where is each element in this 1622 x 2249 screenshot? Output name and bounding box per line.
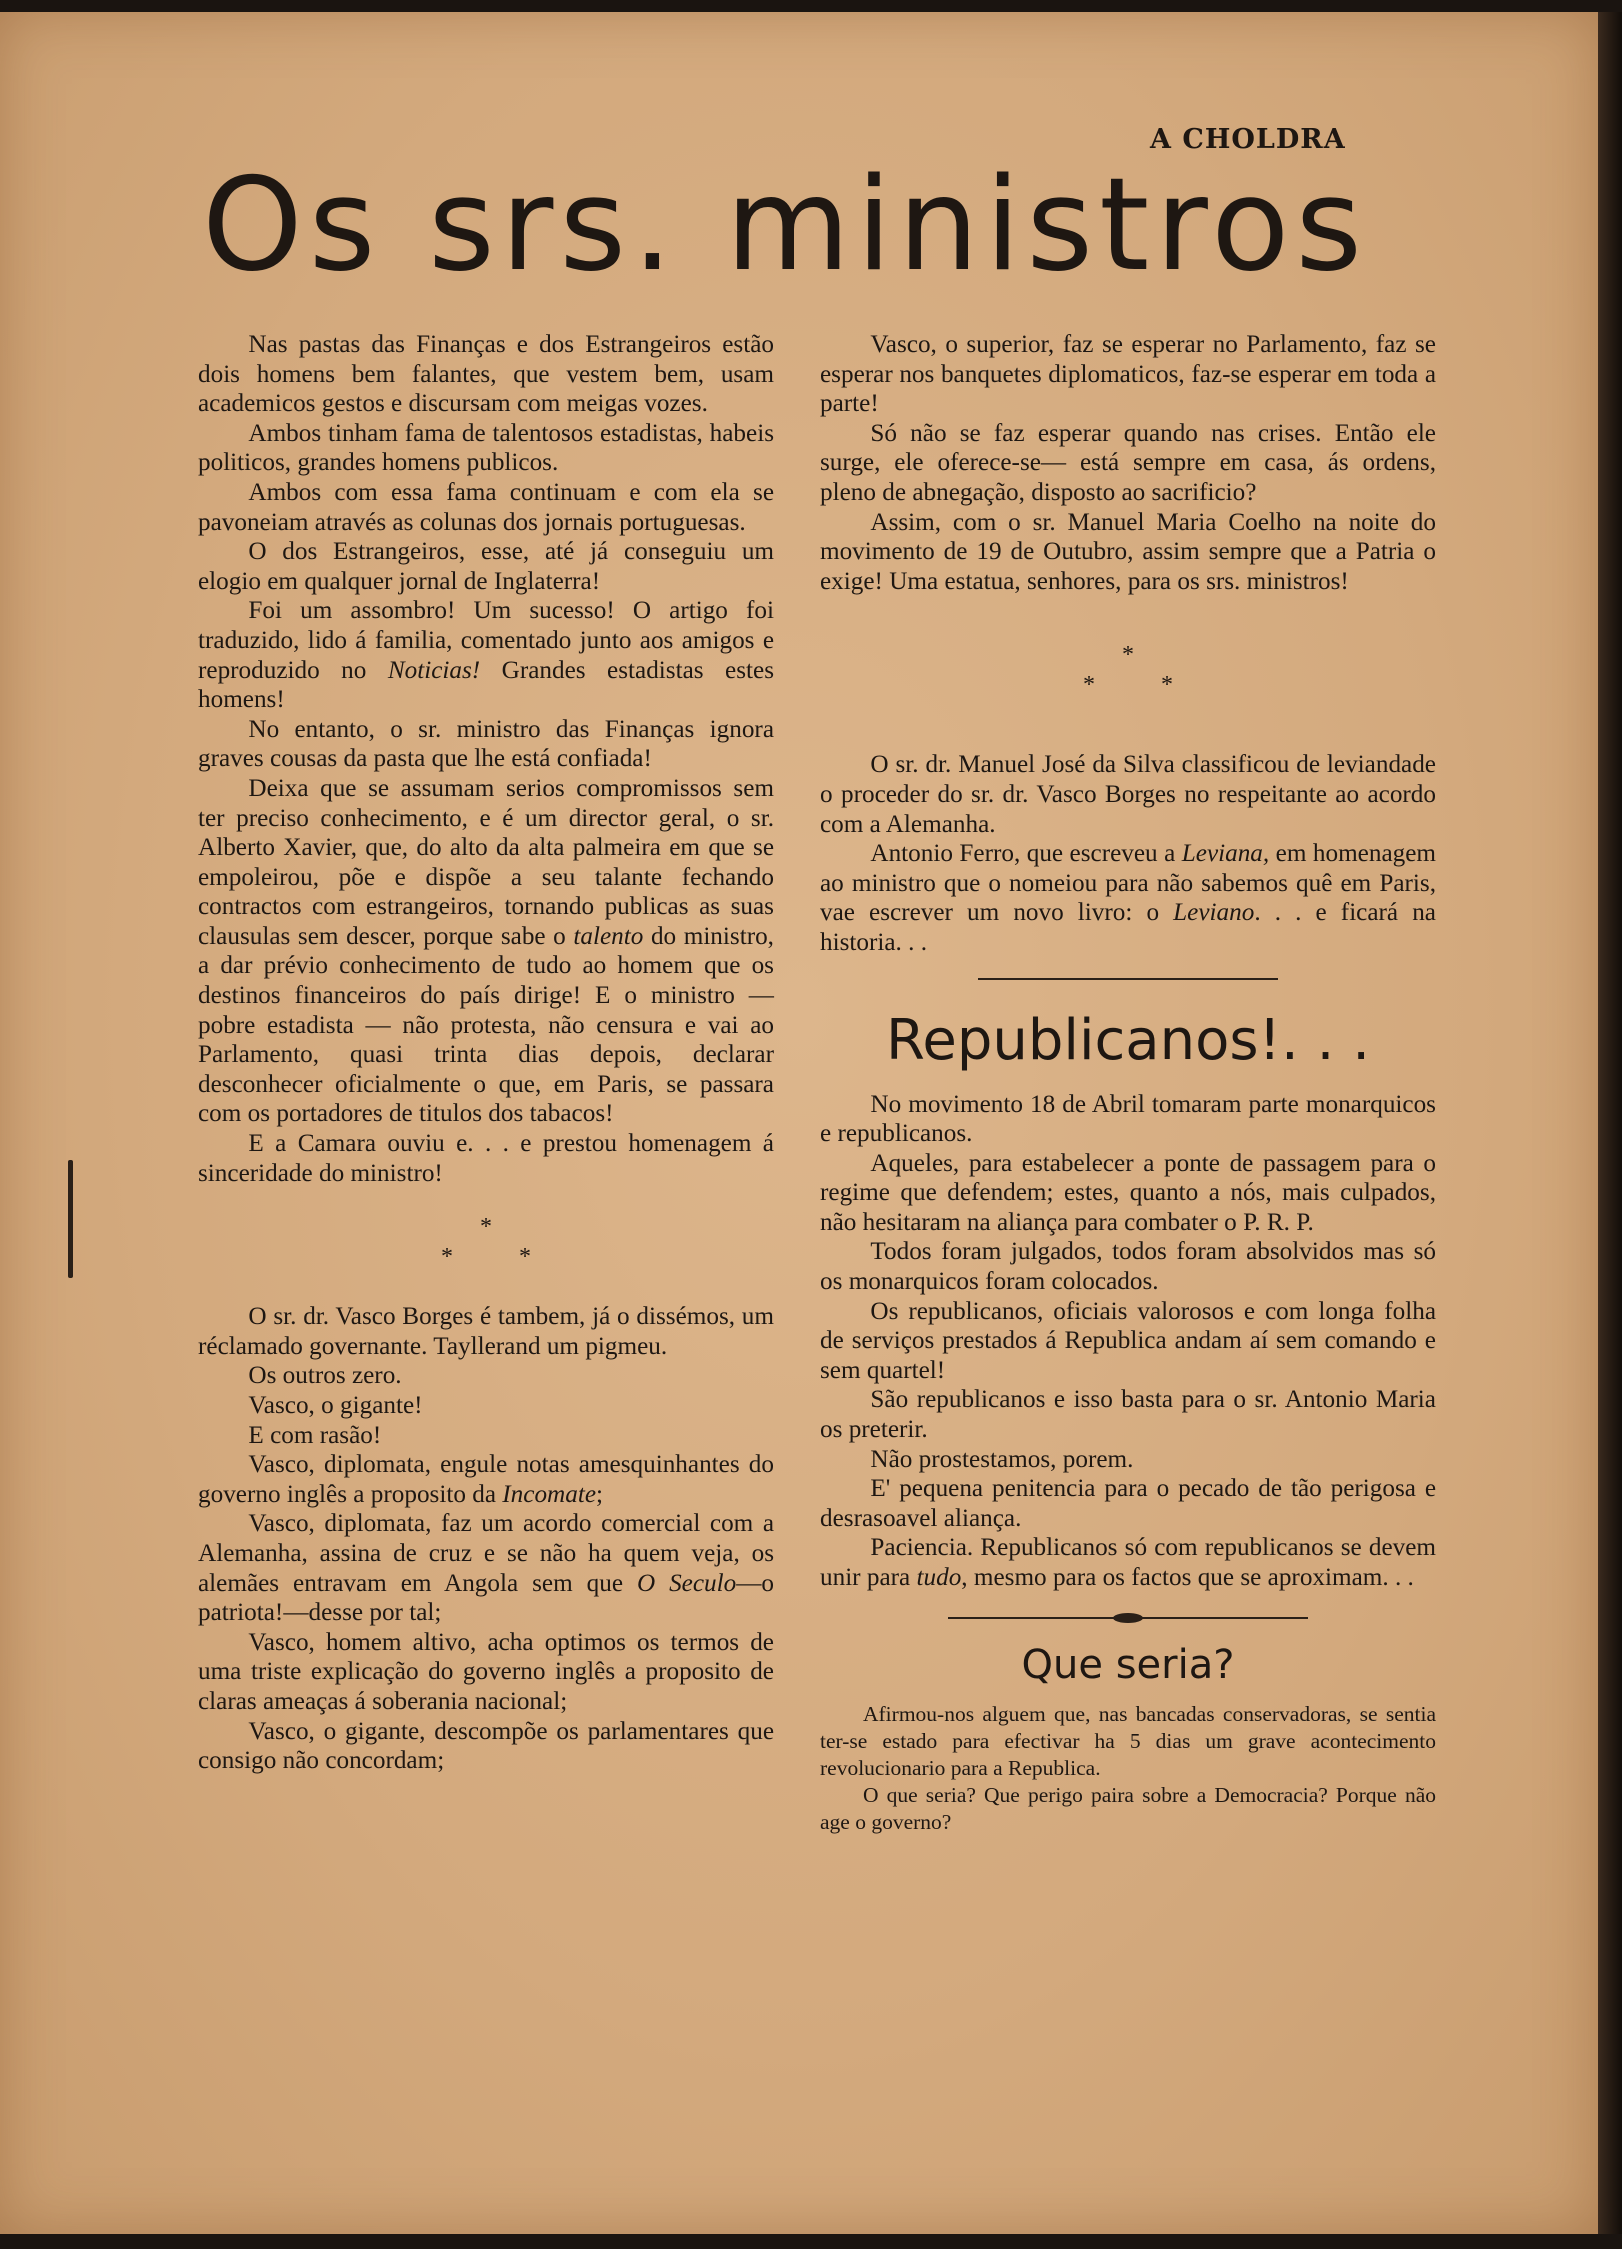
text-run: ; <box>596 1480 604 1508</box>
paragraph: Os republicanos, oficiais valorosos e com longa folha de serviços prestados á Republica andam aí sem comando e sem quartel! <box>820 1297 1436 1384</box>
text-run: —o patriota!—desse por tal; <box>198 1569 775 1627</box>
section-separator <box>820 640 1436 700</box>
newspaper-name: Noticias! <box>387 656 481 684</box>
binding-mark <box>68 1160 73 1278</box>
text-run: do ministro, a dar prévio conhecimento de tudo ao homem que os destinos financeiros do país dirige! E o ministro — pobre estadista — não protesta, não censura e vai ao Parlamento, quasi trinta dias depois, declarar desconhecer oficialmente o que, em Paris, se passara com os portadores de titulos dos tabacos! <box>198 922 774 1128</box>
paragraph: Vasco, o superior, faz se esperar no Parlamento, faz se esperar nos banquetes diplomaticos, faz-se esperar em toda a parte! <box>820 331 1436 418</box>
paragraph <box>820 1533 1436 1592</box>
paragraph: E com rasão! <box>248 1421 382 1449</box>
paragraph: Assim, com o sr. Manuel Maria Coelho na noite do movimento de 19 de Outubro, assim sempre que a Patria o exige! Uma estatua, senhores, para os srs. ministros! <box>820 508 1436 595</box>
emphasis: talento <box>573 922 644 950</box>
paragraph <box>198 774 774 1129</box>
paragraph <box>198 1509 774 1627</box>
page-edge <box>1598 12 1622 2234</box>
paragraph: No movimento 18 de Abril tomaram parte monarquicos e republicanos. <box>820 1090 1436 1148</box>
divider-rule <box>978 978 1278 980</box>
paragraph <box>198 1450 774 1509</box>
text-run: Antonio Ferro, que escreveu a <box>870 840 1182 868</box>
paragraph <box>820 839 1436 957</box>
paragraph: Vasco, o gigante, descompõe os parlamentares que consigo não concordam; <box>198 1717 774 1775</box>
text-run: Foi um assombro! Um sucesso! O artigo foi traduzido, lido á familia, comentado junto aos amigos e reproduzido no <box>198 597 774 684</box>
paragraph <box>198 596 774 714</box>
text-run: , mesmo para os factos que se aproximam. . . <box>961 1564 1414 1591</box>
emphasis: Incomate <box>502 1480 597 1508</box>
page-title: Os srs. ministros <box>201 151 1369 300</box>
book-title: Leviano <box>1173 899 1255 927</box>
asterisk: * <box>480 1214 492 1241</box>
paragraph: Não prostestamos, porem. <box>870 1445 1134 1473</box>
paragraph: O sr. dr. Manuel José da Silva classificou de leviandade o proceder do sr. dr. Vasco Borges no respeitante ao acordo com a Alemanha. <box>820 751 1436 838</box>
asterisks: * * <box>441 1244 531 1271</box>
asterisks: * * <box>1083 672 1173 699</box>
paragraph: Ambos tinham fama de talentosos estadistas, habeis politicos, grandes homens publicos. <box>198 419 774 477</box>
text-run: . . . e ficará na historia. . . <box>820 899 1436 956</box>
paragraph: Só não se faz esperar quando nas crises. Então ele surge, ele oferece-se— está sempre em casa, ás ordens, pleno de abnegação, disposto ao sacrificio? <box>820 419 1436 506</box>
paragraph: Afirmou-nos alguem que, nas bancadas conservadoras, se sentia ter-se estado para efectivar ha 5 dias um grave acontecimento revolucionario para a Republica. <box>820 1701 1436 1780</box>
right-column <box>820 330 1436 1836</box>
paragraph: O dos Estrangeiros, esse, até já conseguiu um elogio em qualquer jornal de Inglaterra! <box>198 538 774 595</box>
asterisk: * <box>1122 642 1134 669</box>
left-column <box>198 330 774 1776</box>
paragraph: E a Camara ouviu e. . . e prestou homenagem á sinceridade do ministro! <box>198 1130 774 1187</box>
paragraph: Aqueles, para estabelecer a ponte de passagem para o regime que defendem; estes, quanto a nós, mais culpados, não hesitaram na aliança para combater o P. R. P. <box>820 1149 1436 1236</box>
paragraph: Todos foram julgados, todos foram absolvidos mas só os monarquicos foram colocados. <box>820 1238 1436 1296</box>
paragraph: O sr. dr. Vasco Borges é tambem, já o dissémos, um réclamado governante. Tayllerand um pigmeu. <box>198 1303 774 1360</box>
paragraph: Vasco, o gigante! <box>248 1392 423 1419</box>
paragraph: E' pequena penitencia para o pecado de tão perigosa e desrasoavel aliança. <box>820 1475 1436 1532</box>
running-head: A CHOLDRA <box>1150 124 1346 155</box>
paragraph: Vasco, homem altivo, acha optimos os termos de uma triste explicação do governo inglês a proposito de claras ameaças á soberania nacional; <box>198 1628 774 1715</box>
paragraph: O que seria? Que perigo paira sobre a Democracia? Porque não age o governo? <box>820 1782 1436 1834</box>
text-run: Vasco, diplomata, engule notas amesquinhantes do governo inglês a proposito da <box>198 1451 774 1508</box>
paragraph: No entanto, o sr. ministro das Finanças ignora graves cousas da pasta que lhe está confiada! <box>198 715 774 773</box>
emphasis: tudo <box>916 1564 962 1591</box>
book-title: Leviana, <box>1181 840 1270 868</box>
text-run: Paciencia. Republicanos só com republicanos se devem unir para <box>820 1534 1436 1591</box>
newspaper-name: O Seculo <box>636 1569 737 1597</box>
paragraph: São republicanos e isso basta para o sr. Antonio Maria os preterir. <box>820 1386 1436 1444</box>
paragraph: Os outros zero. <box>248 1362 402 1390</box>
section-title-republicanos: Republicanos!. . . <box>885 1007 1371 1073</box>
text-run: Grandes estadistas estes homens! <box>198 656 775 714</box>
text-run: Vasco, diplomata, faz um acordo comercial com a Alemanha, assina de cruz e se não ha quem veja, os alemães entravam em Angola sem que <box>198 1510 774 1597</box>
section-title-que-seria: Que seria? <box>1021 1641 1235 1688</box>
newspaper-page <box>0 12 1598 2234</box>
ornamental-divider <box>948 1617 1308 1619</box>
paragraph: Ambos com essa fama continuam e com ela se pavoneiam através as colunas dos jornais portuguesas. <box>198 478 774 536</box>
section-separator <box>198 1212 774 1272</box>
paragraph: Nas pastas das Finanças e dos Estrangeiros estão dois homens bem falantes, que vestem bem, usam academicos gestos e discursam com meigas vozes. <box>198 331 774 418</box>
text-run: em homenagem ao ministro que o nomeiou para não sabemos quê em Paris, vae escrever um novo livro: o <box>820 840 1436 927</box>
text-run: Deixa que se assumam serios compromissos sem ter preciso conhecimento, e é um director geral, o sr. Alberto Xavier, que, do alto da alta palmeira em que se empoleirou, põe e dispõe a seu talante fechando contractos com estrangeiros, tornando publicas as suas clausulas sem descer, porque sabe o <box>198 774 774 950</box>
